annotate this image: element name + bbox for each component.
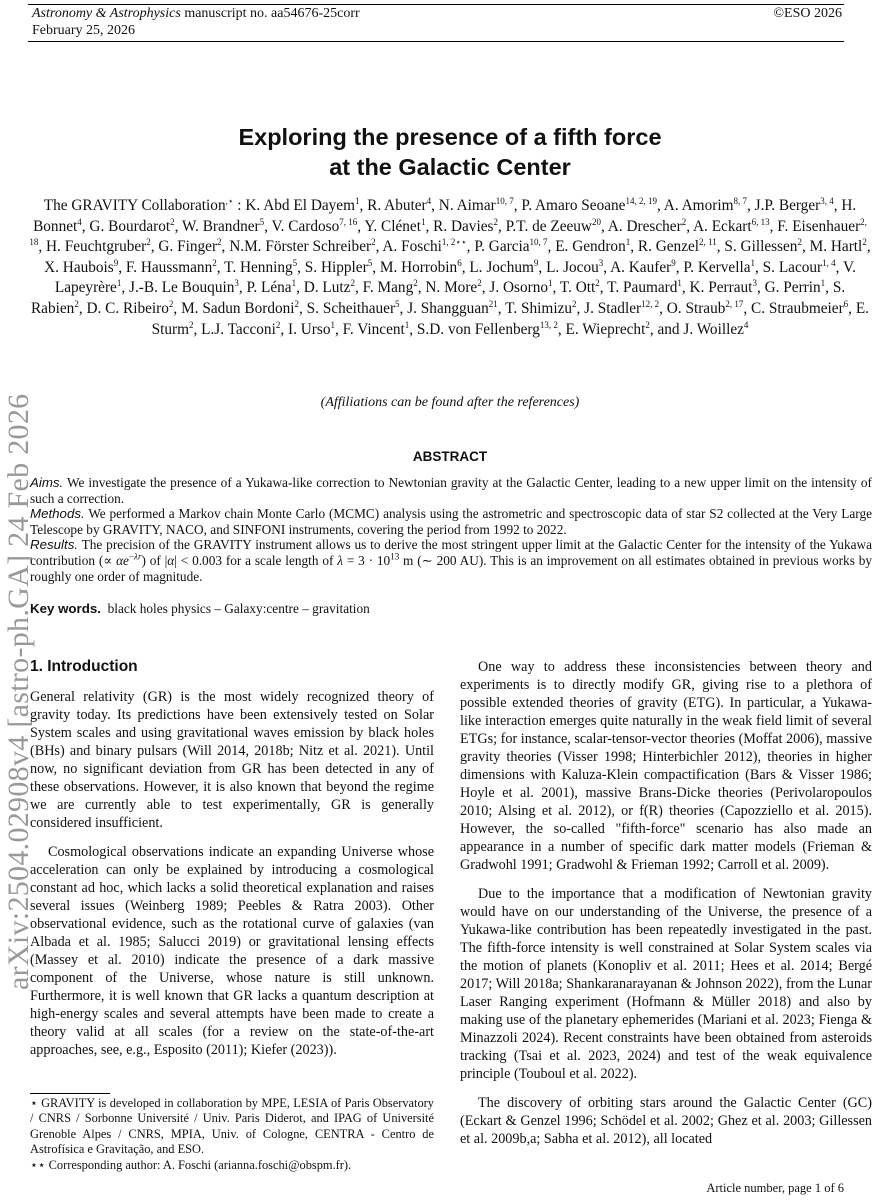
abstract-methods	[30, 506, 872, 537]
footnote-rule	[30, 1093, 110, 1094]
title-line-1: Exploring the presence of a fifth force	[238, 124, 662, 150]
right-paragraph-3: The discovery of orbiting stars around the Galactic Center (GC) (Eckart & Genzel 1996; Schödel et al. 2002; Ghez et al. 2003; Gillessen et al. 2009b,a; Sabha et al. 2012), all located	[460, 1095, 872, 1147]
abstract-heading: ABSTRACT	[412, 449, 488, 464]
abstract-aims	[30, 475, 872, 506]
right-column	[460, 658, 872, 1159]
abstract-results	[30, 537, 872, 584]
arxiv-stamp[interactable]: arXiv:2504.02908v4 [astro-ph.GA] 24 Feb 2026	[2, 393, 35, 990]
aims-label: Aims.	[30, 475, 64, 490]
abstract	[30, 475, 872, 584]
keywords-text: black holes physics – Galaxy:centre – gravitation	[107, 601, 370, 616]
paper-title	[120, 122, 780, 182]
header-bottom-rule	[28, 41, 844, 42]
aims-text: We investigate the presence of a Yukawa-like correction to Newtonian gravity at the Galactic Center, leading to a new upper limit on the intensity of such a correction.	[30, 475, 872, 506]
author-list: The GRAVITY Collaboration,⋆ : K. Abd El Dayem$^1$, R. Abuter$^4$, N. Aimar$^{10, 7}$, P. Amaro Seoane$^{14, 2, 19}$, A. Amorim$^{8, 7}$, J.P. Berger$^{3, 4}$, H. Bonnet$^4$, G. Bourdarot$^2$, W. Brandner$^5$, V. Cardoso$^{7, 16}$, Y. Clénet$^1$, R. Davies$^2$, P.T. de Zeeuw$^{20}$, A. Drescher$^2$, A. Eckart$^{6, 13}$, F. Eisenhauer$^{2, 18}$, H. Feuchtgruber$^2$, G. Finger$^2$, N.M. Förster Schreiber$^2$, A. Foschi$^{1, 2⋆⋆}$, P. Garcia$^{10, 7}$, E. Gendron$^1$, R. Genzel$^{2, 11}$, S. Gillessen$^2$, M. Hartl$^2$, X. Haubois$^9$, F. Haussmann$^2$, T. Henning$^5$, S. Hippler$^5$, M. Horrobin$^6$, L. Jochum$^9$, L. Jocou$^3$, A. Kaufer$^9$, P. Kervella$^1$, S. Lacour$^{1, 4}$, V. Lapeyrère$^1$, J.-B. Le Bouquin$^3$, P. Léna$^1$, D. Lutz$^2$, F. Mang$^2$, N. More$^2$, J. Osorno$^1$, T. Ott$^2$, T. Paumard$^1$, K. Perraut$^3$, G. Perrin$^1$, S. Rabien$^2$, D. C. Ribeiro$^2$, M. Sadun Bordoni$^2$, S. Scheithauer$^5$, J. Shangguan$^{21}$, T. Shimizu$^2$, J. Stadler$^{12, 2}$, O. Straub$^{2, 17}$, C. Straubmeier$^6$, E. Sturm$^2$, L.J. Tacconi$^2$, I. Urso$^1$, F. Vincent$^1$, S.D. von Fellenberg$^{13, 2}$, E. Wieprecht$^2$, and J. Woillez$^4$	[29, 195, 871, 338]
methods-label: Methods.	[30, 506, 85, 522]
left-paragraph-1: General relativity (GR) is the most widely recognized theory of gravity today. Its predictions have been extensively tested on Solar System scales and using gravitational waves emission by black holes (BHs) and binary pulsars (Will 2014, 2018b; Nitz et al. 2021). Until now, no significant deviation from GR has been detected in any of these observations. However, it is also known that beyond the regime we are currently able to test experimentally, GR is generally considered insufficient.	[30, 689, 434, 831]
right-paragraph-1: One way to address these inconsistencies between theory and experiments is to directly modify GR, giving rise to a plethora of possible extended theories of gravity (ETG). In particular, a Yukawa-like interaction emerges quite naturally in the weak field limit of several ETGs; for instance, scalar-tensor-vector theories (Moffat 2006), massive gravity theories (Visser 1998; Hinterbichler 2012), theories in higher dimensions with Kaluza-Klein compactification (Bars & Visser 1986; Hoyle et al. 2001), massive Brans-Dicke theories (Perivolaropoulos 2010; Alsing et al. 2012), or f(R) theories (Capozziello et al. 2015). However, the so-called "fifth-force" scenario has also made an appearance in a number of specific dark matter models (Frieman & Gradwohl 1991; Gradwohl & Frieman 1992; Carroll et al. 2009).	[460, 659, 872, 873]
section-introduction-heading: 1. Introduction	[30, 658, 138, 675]
manuscript-date: February 25, 2026	[32, 23, 136, 38]
manuscript-number: manuscript no. aa54676-25corr	[184, 6, 360, 21]
footnote-2: ⋆⋆ Corresponding author: A. Foschi (arianna.foschi@obspm.fr).	[30, 1157, 352, 1172]
journal-line	[32, 5, 360, 22]
title-line-2: at the Galactic Center	[329, 154, 571, 180]
methods-text: We performed a Markov chain Monte Carlo (MCMC) analysis using the astrometric and spectroscopic data of star S2 collected at the Very Large Telescope by GRAVITY, NACO, and SINFONI instruments, covering the period from 1992 to 2022.	[30, 506, 872, 537]
footnotes	[30, 1096, 434, 1173]
keywords-label: Key words.	[30, 601, 101, 616]
journal-name: Astronomy & Astrophysics	[32, 6, 181, 21]
left-column	[30, 688, 434, 1070]
results-label: Results.	[30, 537, 79, 553]
left-paragraph-2: Cosmological observations indicate an expanding Universe whose acceleration can only be explained by introducing a cosmological constant ad hoc, which lacks a solid theoretical explanation and raises several issues (Weinberg 1989; Peebles & Ratra 2003). Other observational evidence, such as the rotational curve of galaxies (van Albada et al. 1985; Salucci 2019) or gravitational lensing effects (Massey et al. 2010) indicate the presence of a dark massive component of the Universe, whose nature is still unknown. Furthermore, it is well known that GR lacks a quantum description at high-energy scales and several attempts have been made to create a theory valid at all scales (for a review on the state-of-the-art approaches, see, e.g., Esposito (2011); Kiefer (2023)).	[30, 844, 434, 1058]
results-text: The precision of the GRAVITY instrument allows us to derive the most stringent upper limit at the Galactic Center for the intensity of the Yukawa contribution (∝ $\alpha e^{-\lambda r}$) of |α| < 0.003 for a scale length of $\lambda = 3 \cdot 10^{13}$ m (∼ 200 AU). This is an improvement on all estimates obtained in previous works by roughly one order of magnitude.	[30, 537, 872, 584]
keywords	[30, 601, 370, 617]
right-paragraph-2: Due to the importance that a modification of Newtonian gravity would have on our understanding of the Universe, the presence of a Yukawa-like contribution has been repeatedly investigated in the past. The fifth-force intensity is well constrained at Solar System scales via the motion of planets (Konopliv et al. 2011; Hees et al. 2014; Bergé 2017; Will 2018a; Shankaranarayanan & Johnson 2022), from the Lunar Laser Ranging experiment (Hofmann & Müller 2018) and also by making use of the planetary ephemerides (Mariani et al. 2023; Fienga & Minazzoli 2024). Recent constraints have been obtained from asteroids tracking (Tsai et al. 2023, 2024) and test of the weak equivalence principle (Touboul et al. 2022).	[460, 886, 872, 1082]
copyright: ©ESO 2026	[773, 6, 842, 21]
affiliations-note: (Affiliations can be found after the references)	[320, 395, 580, 410]
footnote-1: ⋆ GRAVITY is developed in collaboration by MPE, LESIA of Paris Observatory / CNRS / Sorbonne Université / Univ. Paris Diderot, and IPAG of Université Grenoble Alpes / CNRS, MPIA, Univ. of Cologne, CENTRA - Centro de Astrofísica e Gravitação, and ESO.	[30, 1096, 434, 1157]
page-footer: Article number, page 1 of 6	[706, 1181, 844, 1195]
